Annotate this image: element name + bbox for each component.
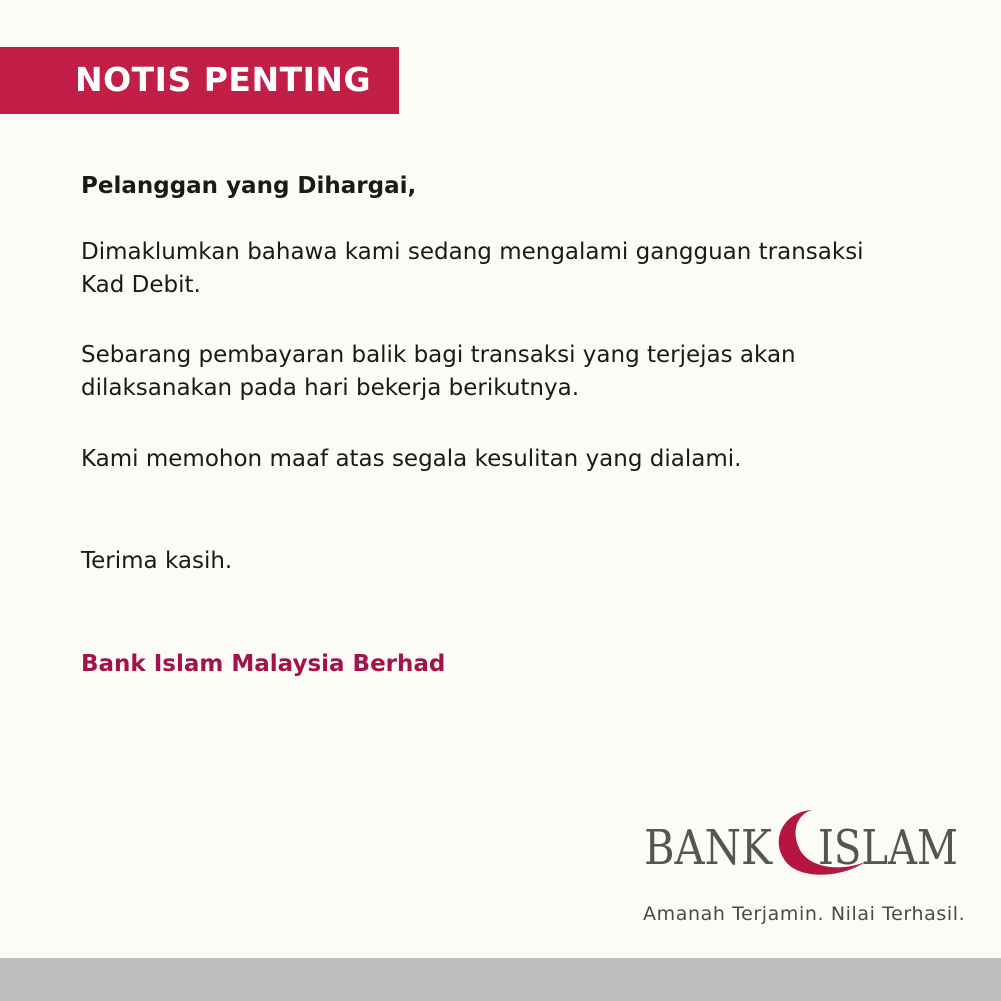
- paragraph-1-line-1: Dimaklumkan bahawa kami sedang mengalami gangguan transaksi: [81, 239, 864, 265]
- paragraph-1-line-2: Kad Debit.: [81, 272, 201, 298]
- salutation: Pelanggan yang Dihargai,: [81, 173, 417, 199]
- closing: Terima kasih.: [81, 548, 233, 574]
- paragraph-3: Kami memohon maaf atas segala kesulitan yang dialami.: [81, 446, 742, 472]
- paragraph-2-line-2: dilaksanakan pada hari bekerja berikutnya.: [81, 375, 580, 401]
- paragraph-1: [81, 236, 901, 302]
- signature: Bank Islam Malaysia Berhad: [81, 651, 446, 677]
- tagline: Amanah Terjamin. Nilai Terhasil.: [643, 903, 966, 925]
- bank-islam-logo: [640, 806, 965, 876]
- page-title: NOTIS PENTING: [75, 60, 372, 99]
- logo-text-bank: BANK: [644, 820, 773, 876]
- footer-bar: [0, 958, 1001, 1001]
- paragraph-2-line-1: Sebarang pembayaran balik bagi transaksi yang terjejas akan: [81, 342, 796, 368]
- logo-text-islam: ISLAM: [818, 820, 958, 876]
- paragraph-2: [81, 339, 901, 405]
